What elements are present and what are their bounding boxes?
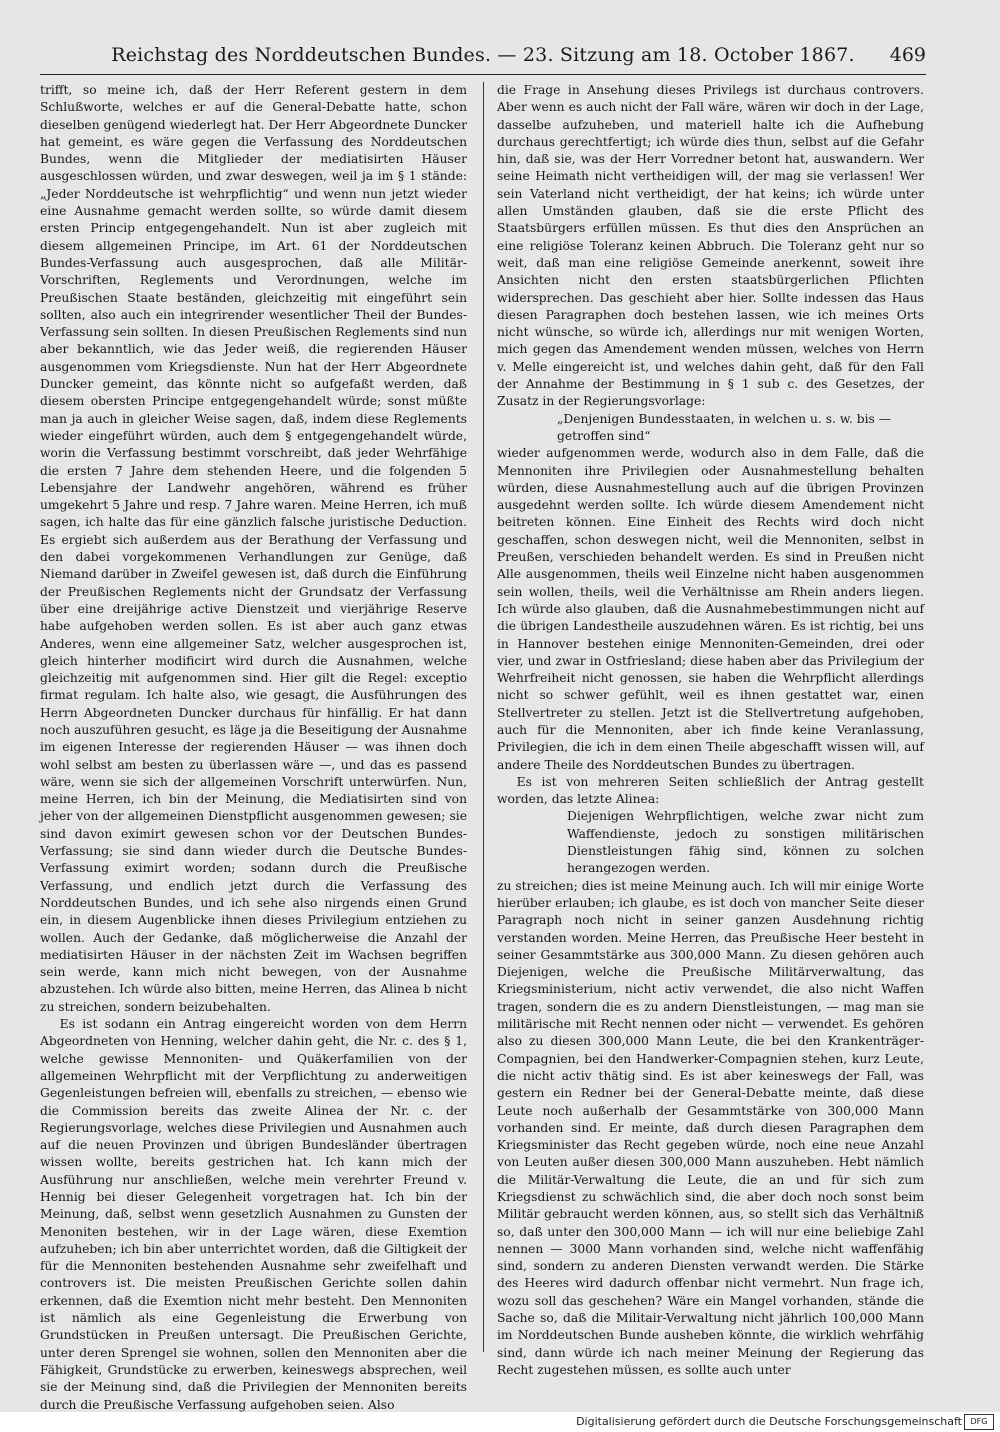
column-divider bbox=[483, 82, 484, 1352]
page-number: 469 bbox=[889, 44, 926, 66]
paragraph: Es ist sodann ein Antrag eingereicht worden von dem Herrn Abgeordneten von Henning, welcher dahin geht, die Nr. c. des § 1, welche gewisse Mennoniten- und Quäkerfamilien von der allgemeinen Wehrpflicht mit der Verpflichtung zu anderweitigen Gegenleistungen befreien will, ebenfalls zu streichen, — ebenso wie die Commission bereits das zweite Alinea der Nr. c. der Regierungsvorlage, welches diese Privilegien und Ausnahmen auch auf die neuen Provinzen und übrigen Bundesländer übertragen wissen wollte, bereits gestrichen hat. Ich kann mich der Ausführung nur anschließen, welche mein verehrter Freund v. Hennig bei dieser Gelegenheit vorgetragen hat. Ich bin der Meinung, daß, selbst wenn gesetzlich Ausnahmen zu Gunsten der Menoniten bestehen, wir in der Lage wären, diese Exemtion aufzuheben; ich bin aber unterrichtet worden, daß die Giltigkeit der für die Mennoniten bestehenden Ausnahme sehr zweifelhaft und controvers ist. Die meisten Preußischen Gerichte sollen dahin erkennen, daß die Exemtion nicht mehr besteht. Den Mennoniten ist nämlich als eine Gegenleistung die Erwerbung von Grundstücken in Preußen untersagt. Die Preußischen Gerichte, unter deren Sprengel sie wohnen, sollen den Mennoniten aber die Fähigkeit, Grundstücke zu erwerben, keineswegs absprechen, weil sie der Meinung sind, daß die Privilegien der Mennoniten bereits durch die Preußische Verfassung aufgehoben seien. Also bbox=[40, 1017, 467, 1412]
running-header bbox=[40, 44, 926, 74]
paragraph: die Frage in Ansehung dieses Privilegs ist durchaus controvers. Aber wenn es auch nicht der Fall wäre, wären wir doch in der Lage, dasselbe aufzuheben, und materiell halte ich die Aufhebung durchaus gerechtfertigt; ich würde dies thun, selbst auf die Gefahr hin, daß sie, was der Herr Vorredner betont hat, auswandern. Wer seine Heimath nicht vertheidigen will, der mag sie verlassen! Wer sein Vaterland nicht vertheidigt, der hat keins; ich würde unter allen Umständen glauben, daß sie die erste Pflicht des Staatsbürgers erfüllen müssen. Es thut dies den Ansprüchen an eine religiöse Toleranz keinen Abbruch. Die Toleranz geht nur so weit, daß man eine religiöse Gemeinde anerkennt, soweit ihre Ansichten nicht den ersten staatsbürgerlichen Pflichten widersprechen. Das geschieht aber hier. Sollte indessen das Haus diesen Paragraphen doch bestehen lassen, wie ich meines Orts nicht wünsche, so würde ich, allerdings nur mit wenigen Worten, mich gegen das Amendement wenden müssen, welches von Herrn v. Melle eingereicht ist, und welches dahin geht, daß für den Fall der Annahme der Bestimmung in § 1 sub c. des Gesetzes, der Zusatz in der Regierungsvorlage: bbox=[497, 83, 924, 409]
digitization-credit: Digitalisierung gefördert durch die Deutsche Forschungsgemeinschaft bbox=[576, 1415, 962, 1428]
left-column bbox=[40, 82, 467, 1412]
paragraph: wieder aufgenommen werde, wodurch also in dem Falle, daß die Mennoniten ihre Privilegien oder Ausnahmestellung behalten würden, diese Ausnahmestellung auch auf die übrigen Provinzen ausgedehnt werden sollte. Ich würde diesem Amendement nicht beitreten können. Eine Einheit des Rechts wird doch nicht geschaffen, schon deswegen nicht, weil die Mennoniten, selbst in Preußen, verschieden behandelt werden. Es sind in Preußen nicht Alle ausgenommen, theils weil Einzelne nicht haben ausgenommen sein wollen, theils, weil die Verhältnisse am Rhein anders liegen. Ich würde also glauben, daß die Ausnahmebestimmungen nicht auf die übrigen Landestheile auszudehnen wären. Es ist richtig, bei uns in Hannover bestehen einige Mennoniten-Gemeinden, drei oder vier, und zwar in Ostfriesland; diese haben aber das Privilegium der Wehrfreiheit nicht genossen, sie haben die Wehrpflicht allerdings nicht so schwer gefühlt, weil es ihnen gestattet war, einen Stellvertreter zu stellen. Jetzt ist die Stellvertretung aufgehoben, auch für die Mennoniten, aber ich finde keine Veranlassung, Privilegien, die ich in dem einen Theile abgeschafft wissen will, auf andere Theile des Norddeutschen Bundes zu übertragen. bbox=[497, 446, 924, 772]
header-title: Reichstag des Norddeutschen Bundes. — 23. Sitzung am 18. October 1867. bbox=[111, 44, 855, 66]
dfg-logo: DFG bbox=[964, 1414, 994, 1430]
paragraph: Es ist von mehreren Seiten schließlich der Antrag gestellt worden, das letzte Alinea: bbox=[497, 774, 924, 807]
right-column bbox=[497, 82, 924, 1377]
header-rule bbox=[40, 74, 926, 75]
paragraph: trifft, so meine ich, daß der Herr Referent gestern in dem Schlußworte, welches er auf die General-Debatte hatte, schon dieselben genügend wiederlegt hat. Der Herr Abgeordnete Duncker hat gemeint, es wäre gegen die Verfassung des Norddeutschen Bundes, wenn die Mitglieder der mediatisirten Häuser ausgeschlossen würden, und zwar deswegen, weil ja im § 1 stände: „Jeder Norddeutsche ist wehrpflichtig“ und wenn nun jetzt wieder eine Ausnahme gemacht werden sollte, so würde damit diesem ersten Princip entgegengehandelt. Nun ist aber zugleich mit diesem allgemeinen Principe, im Art. 61 der Norddeutschen Bundes-Verfassung auch ausgesprochen, daß alle Militär-Vorschriften, Reglements und Verordnungen, welche im Preußischen Staate beständen, gleichzeitig mit eingeführt sein sollten, also auch ein integrirender wesentlicher Theil der Bundes-Verfassung sein sollten. In diesen Preußischen Reglements sind nun aber bekanntlich, wie das Jeder weiß, die regierenden Häuser ausgenommen vom Kriegsdienste. Nun hat der Herr Abgeordnete Duncker gemeint, das könnte nicht so aufgefaßt werden, daß diesem obersten Principe entgegengehandelt würde; sonst müßte man ja auch in gleicher Weise sagen, daß, indem diese Reglements wieder eingeführt würden, auch dem § entgegengehandelt würde, worin die Verfassung bestimmt vorschreibt, daß jeder Wehrfähige die ersten 7 Jahre dem stehenden Heere, und die folgenden 5 Lebensjahre der Landwehr angehören, während es früher umgekehrt 5 Jahre und resp. 7 Jahre waren. Meine Herren, ich muß sagen, ich halte das für eine gänzlich falsche juristische Deduction. Es ergiebt sich außerdem aus der Berathung der Verfassung und den dabei vorgekommenen Verhandlungen zur Genüge, daß Niemand darüber in Zweifel gewesen ist, daß durch die Einführung der Preußischen Reglements nicht der Grundsatz der Verfassung über eine dreijährige active Dienstzeit und vierjährige Reserve habe aufgehoben werden sollen. Es ist aber auch ganz etwas Anderes, wenn eine allgemeiner Satz, welcher ausgesprochen ist, gleich hinterher modificirt wird durch die Ausnahmen, welche gleichzeitig mit aufgenommen sind. Hier gilt die Regel: exceptio firmat regulam. Ich halte also, wie gesagt, die Ausführungen des Herrn Abgeordneten Duncker durchaus für hinfällig. Er hat dann noch auszuführen gesucht, es läge ja die Beseitigung der Ausnahme im eigenen Interesse der regierenden Häuser — was ihnen doch wohl selbst am besten zu überlassen wäre —, und das es passend wäre, wenn sie sich der allgemeinen Vorschrift unterwürfen. Nun, meine Herren, ich bin der Meinung, die Mediatisirten sind von jeher von der allgemeinen Dienstpflicht ausgenommen gewesen; sie sind davon eximirt gewesen schon vor der Deutschen Bundes-Verfassung; sie sind dann wieder durch die Deutsche Bundes-Verfassung eximirt worden; sodann durch die Preußische Verfassung, und endlich jetzt durch die Verfassung des Norddeutschen Bundes, und ich sehe also nirgends einen Grund ein, in diesem Augenblicke ihnen dieses Privilegium entziehen zu wollen. Auch der Gedanke, daß möglicherweise die Anzahl der mediatisirten Häuser in der nächsten Zeit im Wachsen begriffen sein werde, kann mich nicht bewegen, von der Ausnahme abzustehen. Ich würde also bitten, meine Herren, das Alinea b nicht zu streichen, sondern beizubehalten. bbox=[40, 83, 467, 1014]
paragraph: zu streichen; dies ist meine Meinung auch. Ich will mir einige Worte hierüber erlauben; ich glaube, es ist doch von mancher Seite dieser Paragraph noch nicht in seiner ganzen Ausdehnung richtig verstanden worden. Meine Herren, das Preußische Heer besteht in seiner Gesammtstärke aus 300,000 Mann. Zu diesen gehören auch Diejenigen, welche die Preußische Militärverwaltung, das Kriegsministerium, nicht activ verwendet, die also nicht Waffen tragen, sondern die es zu andern Dienstleistungen, — mag man sie militärische mit Recht nennen oder nicht — verwendet. Es gehören also zu diesen 300,000 Mann Leute, die bei den Krankenträger-Compagnien, bei den Handwerker-Compagnien stehen, kurz Leute, die nicht activ thätig sind. Es ist aber keineswegs der Fall, was gestern ein Redner bei der General-Debatte meinte, daß diese Leute noch außerhalb der Gesammtstärke von 300,000 Mann vorhanden sind. Er meinte, daß durch diesen Paragraphen dem Kriegsminister das Recht gegeben würde, noch eine neue Anzahl von Leuten außer diesen 300,000 Mann auszuheben. Hebt nämlich die Militär-Verwaltung die Leute, die an und für sich zum Kriegsdienst zu schwächlich sind, die aber doch noch sonst beim Militär gebraucht werden können, aus, so stellt sich das Verhältniß so, daß unter den 300,000 Mann — ich will nur eine beliebige Zahl nennen — 3000 Mann vorhanden sind, welche nicht waffenfähig sind, sondern zu anderen Diensten verwandt werden. Die Stärke des Heeres wird dadurch offenbar nicht vermehrt. Nun frage ich, wozu soll das geschehen? Wäre ein Mangel vorhanden, stände die Sache so, daß die Militair-Verwaltung nicht jährlich 100,000 Mann im Norddeutschen Bunde ausheben könnte, die wirklich wehrfähig sind, dann würde ich nach meiner Meinung der Regierung das Recht zugestehen müssen, es sollte auch unter bbox=[497, 878, 924, 1377]
paragraph: Diejenigen Wehrpflichtigen, welche zwar nicht zum Waffendienste, jedoch zu sonstigen militärischen Dienstleistungen fähig sind, können zu solchen herangezogen werden. bbox=[567, 809, 924, 876]
paragraph: „Denjenigen Bundesstaaten, in welchen u. s. w. bis — getroffen sind“ bbox=[557, 411, 892, 443]
